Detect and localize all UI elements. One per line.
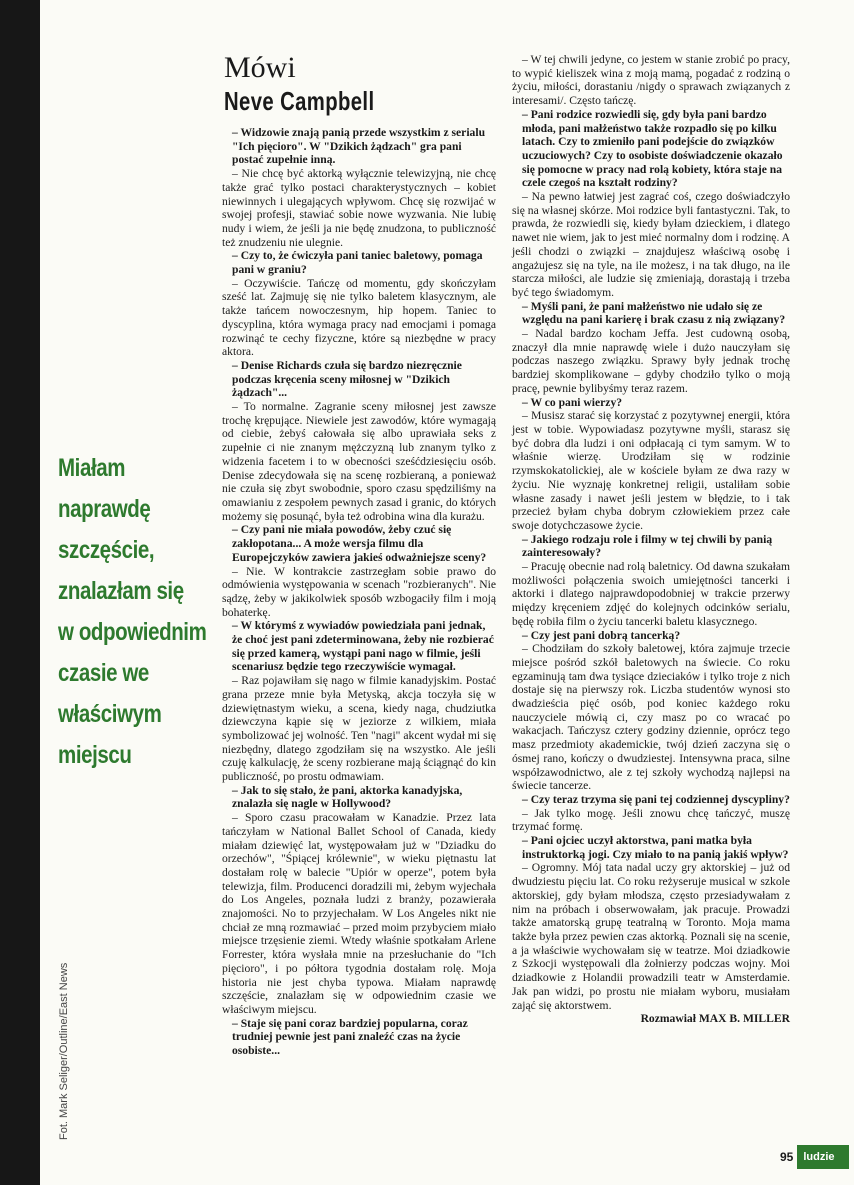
interview-answer: – Nadal bardzo kocham Jeffa. Jest cudowną osobą, znaczył dla mnie naprawdę wiele i dużo nauczyłam się podczas naszego związku. Sprawy były jednak trochę bardziej skomplikowane – gdyby chodziło tylko o moją pracę, pewnie bylibyśmy teraz razem. xyxy=(512,327,790,395)
page-dark-edge xyxy=(0,0,40,1185)
pull-quote-line: w odpowiednim xyxy=(58,618,207,646)
interview-question: – Pani rodzice rozwiedli się, gdy była pani bardzo młoda, pani małżeństwo także rozpadło się po kilku latach. Czy to zmieniło pani podejście do związków uczuciowych? Czy to osobiste doświadczenie okazało się pomocne w pracy nad rolą kobiety, która staje na czele czegoś na kształt rodziny? xyxy=(522,107,783,190)
interview-answer: – W tej chwili jedyne, co jestem w stanie zrobić po pracy, to wypić kieliszek wina z moją mamą, pogadać z rodziną o życiu, miłości, dorastaniu /nigdy o sprawach związanych z interesami/. Często tańczę. xyxy=(512,53,790,108)
interview-question: – Widzowie znają panią przede wszystkim z serialu "Ich pięcioro". W "Dzikich żądzach" gra pani postać zupełnie inną. xyxy=(232,126,486,167)
interview-answer: – Nie chcę być aktorką wyłącznie telewizyjną, nie chcę także grać tylko postaci charakterystycznych – kobiet niewinnych i ulegających wpływom. Chcę się rozwijać w swojej profesji, stawiać sobie nowe wyzwania. Nie lubię nudy i wiem, że jeśli ja nie będę znudzona, to publiczność też znudzeniu nie ulegnie. xyxy=(222,167,496,249)
author-signature: Rozmawiał MAX B. MILLER xyxy=(640,1012,790,1026)
interview-question: – Jakiego rodzaju role i filmy w tej chwili by panią zainteresowały? xyxy=(522,532,773,560)
pull-quote-line: szczęście, xyxy=(58,536,155,564)
interview-answer: – Raz pojawiłam się nago w filmie kanadyjskim. Postać grana przeze mnie była Metyską, akcja toczyła się w dziewiętnastym wieku, a scena, kiedy naga, chudziutka dziewczyna kąpie się w jeziorze z wilkiem, miała symbolizować jej wolność. Ten "nagi" akcent wydał mi się niezbędny, dlatego zgodziłam się na wszystko. Ale jeśli czuję kalkulację, że sceny rozbierane mają ściągnąć do kin publiczność, po prostu odmawiam. xyxy=(222,674,496,784)
headline-name: Neve Campbell xyxy=(224,86,375,116)
interview-answer: – Musisz starać się korzystać z pozytywnej energii, która jest w tobie. Wypowiadasz pozytywne myśli, starasz się być dobra dla ludzi i oni odpłacają ci tym samym. W to właśnie wierzę. Urodziłam się w rodzinie rzymskokatolickiej, ale w kościele byłam ze dwa razy w życiu. Nie wyznaję konkretnej religii, ustaliłam sobie własne zasady i nawet jeśli jestem w błędzie, to i tak przecież byłam chyba dobrym człowiekiem przez całe swoje dotychczasowe życie. xyxy=(512,409,790,532)
page-number: 95 xyxy=(780,1150,794,1164)
article-headline xyxy=(224,52,417,118)
headline-kicker: Mówi xyxy=(224,51,296,84)
interview-question: – Myśli pani, że pani małżeństwo nie udało się ze względu na pani karierę i brak czasu z nią związany? xyxy=(522,299,786,327)
interview-question: – Jak to się stało, że pani, aktorka kanadyjska, znalazła się nagle w Hollywood? xyxy=(232,783,463,811)
interview-answer: – Chodziłam do szkoły baletowej, która zajmuje trzecie miejsce pośród szkół baletowych na świecie. Co roku egzaminują tam dwa tysiące dzieciaków i tylko troje z nich dostaje się na pierwszy rok. Liczba studentów wynosi sto dwadzieścia pięć osób, pod koniec każdego roku nauczyciele mówią ci, czy masz po co wracać po wakacjach. Tańczysz cztery godziny dziennie, oprócz tego masz przedmioty akademickie, twój dzień zaczyna się o ósmej rano, kończy o dwudziestej. Intensywna praca, silne współzawodnictwo, ale z tej szkoły wychodzą najlepsi na świecie tancerze. xyxy=(512,642,790,793)
interview-question: – W co pani wierzy? xyxy=(522,395,623,409)
interview-question: – Denise Richards czuła się bardzo niezręcznie podczas kręcenia sceny miłosnej w "Dzikich żądzach"... xyxy=(232,358,462,400)
photo-credit: Fot. Mark Seliger/Outline/East News xyxy=(58,962,70,1140)
pull-quote-line: miejscu xyxy=(58,741,132,769)
interview-question: – Staje się pani coraz bardziej popularna, coraz trudniej pewnie jest pani znaleźć czas na życie osobiste... xyxy=(232,1016,468,1058)
article-column-left xyxy=(222,126,496,1058)
pull-quote xyxy=(58,448,207,776)
interview-answer: – Sporo czasu pracowałam w Kanadzie. Przez lata tańczyłam w National Ballet School of Canada, kiedy miałam dziewięć lat, występowałam już w "Dziadku do orzechów", "Śpiącej królewnie", w wieku piętnastu lat dostałam rolę w balecie "Upiór w operze", potem była telewizja, film. Producenci doradzili mi, żebym wyjechała do Los Angeles, poznała ludzi z branży, pozawierała znajomości. No to przyjechałam. W Los Angeles nikt nie chciał ze mną rozmawiać – przed moim przybyciem miało miejsce trzęsienie ziemi. Wtedy właśnie spotkałam Arlene Forrester, która wysłała mnie na przesłuchanie do "Ich pięcioro", i po półtora tygodnia dostałam rolę. Moja historia nie jest chyba typowa. Miałam naprawdę szczęście, znalazłam się w odpowiednim czasie we właściwym miejscu. xyxy=(222,811,496,1016)
interview-answer: – Nie. W kontrakcie zastrzegłam sobie prawo do odmówienia występowania w scenach "rozbieranych". Nie sądzę, żeby w jakikolwiek sposób wzbogaciły film i moją bohaterkę. xyxy=(222,564,496,619)
interview-answer: – Pracuję obecnie nad rolą baletnicy. Od dawna szukałam możliwości połączenia swoich umiejętności tancerki i aktorki i dlatego najprawdopodobniej w trakcie przerwy między kręceniem zdjęć do kolejnych odcinków serialu, będę robiła film o życiu tancerki baletu klasycznego. xyxy=(512,560,790,628)
pull-quote-line: znalazłam się xyxy=(58,577,184,605)
article-column-right xyxy=(512,53,790,1026)
interview-question: – Czy jest pani dobrą tancerką? xyxy=(522,628,681,642)
pull-quote-line: właściwym xyxy=(58,700,162,728)
interview-question: – W którymś z wywiadów powiedziała pani jednak, że choć jest pani zdeterminowana, żeby nie rozbierać się przed kamerą, wystąpi pani nago w filmie, jeśli scenariusz będzie tego rzeczywiście wymagał. xyxy=(232,619,494,674)
interview-answer: – Na pewno łatwiej jest zagrać coś, czego doświadczyło się na własnej skórze. Moi rodzice byli fantastyczni. Tak, to prawda, że rozwiedli się, kiedy byłam dzieckiem, i dlatego nawet nie wiem, jak to jest mieć normalny dom i rodzinę. A jeśli chodzi o związki – znajdujesz właściwą osobę i angażujesz się na tyle, na ile możesz, i na tak długo, na ile starcza miłości, ale ludzie się zmieniają, dorastają i trzeba być tego świadomym. xyxy=(512,190,790,299)
interview-question: – Czy teraz trzyma się pani tej codziennej dyscypliny? xyxy=(522,792,790,806)
pull-quote-line: czasie we xyxy=(58,659,149,687)
pull-quote-line: Miałam xyxy=(58,454,126,482)
interview-question: – Pani ojciec uczył aktorstwa, pani matka była instruktorką jogi. Czy miało to na panią jakiś wpływ? xyxy=(522,834,789,861)
interview-question: – Czy pani nie miała powodów, żeby czuć się zakłopotana... A może wersja filmu dla Europejczyków zawiera jakieś odważniejsze sceny? xyxy=(232,523,487,564)
interview-answer: – Ogromny. Mój tata nadal uczy gry aktorskiej – już od dwudziestu pięciu lat. Co roku reżyseruje musical w szkole aktorskiej, gdy byłam młodsza, często przesiadywałam z nim na próbach i obserwowałam, jak pracuje. Prowadzi także amatorską grupę teatralną w Toronto. Moja mama także była przez pewien czas aktorką. Poznali się na scenie, a ja właściwie wychowałam się w teatrze. Moi dziadkowie z Szkocji występowali dla żołnierzy podczas wojny. Moi dziadkowie z Holandii prowadzili teatr w Amsterdamie. Jak pan widzi, po prostu nie miałam wyboru, musiałam zająć się aktorstwem. xyxy=(512,861,790,1012)
section-tab: ludzie xyxy=(797,1145,848,1169)
interview-question: – Czy to, że ćwiczyła pani taniec baletowy, pomaga pani w graniu? xyxy=(232,249,483,277)
page-folio xyxy=(780,1145,849,1169)
pull-quote-line: naprawdę xyxy=(58,495,151,523)
interview-answer: – To normalne. Zagranie sceny miłosnej jest zawsze trochę krępujące. Niewiele jest zawodów, które wymagają od ciebie, żebyś całowała się albo uprawiała seks z zupełnie ci nie znanym mężczyzną lub znanym tylko z widzenia facetem i to w obecności sześćdziesięciu osób. Denise zdecydowała się na scenę rozbieraną, a ponieważ nie czuła się zbyt swobodnie, sporo czasu spędziliśmy na omawianiu z zespołem pewnych zasad i granic, do których możemy się posunąć, była też odrobina wina dla kurażu. xyxy=(222,400,496,523)
interview-answer: – Jak tylko mogę. Jeśli znowu chcę tańczyć, muszę trzymać formę. xyxy=(512,806,790,834)
interview-answer: – Oczywiście. Tańczę od momentu, gdy skończyłam sześć lat. Zajmuję się nie tylko baletem klasycznym, ale także tańcem nowoczesnym, hip hopem. Taniec to dyscyplina, która wymaga pracy nad emocjami i pomaga rozwinąć te cechy fizyczne, które są niezbędne w pracy aktora. xyxy=(222,276,496,359)
